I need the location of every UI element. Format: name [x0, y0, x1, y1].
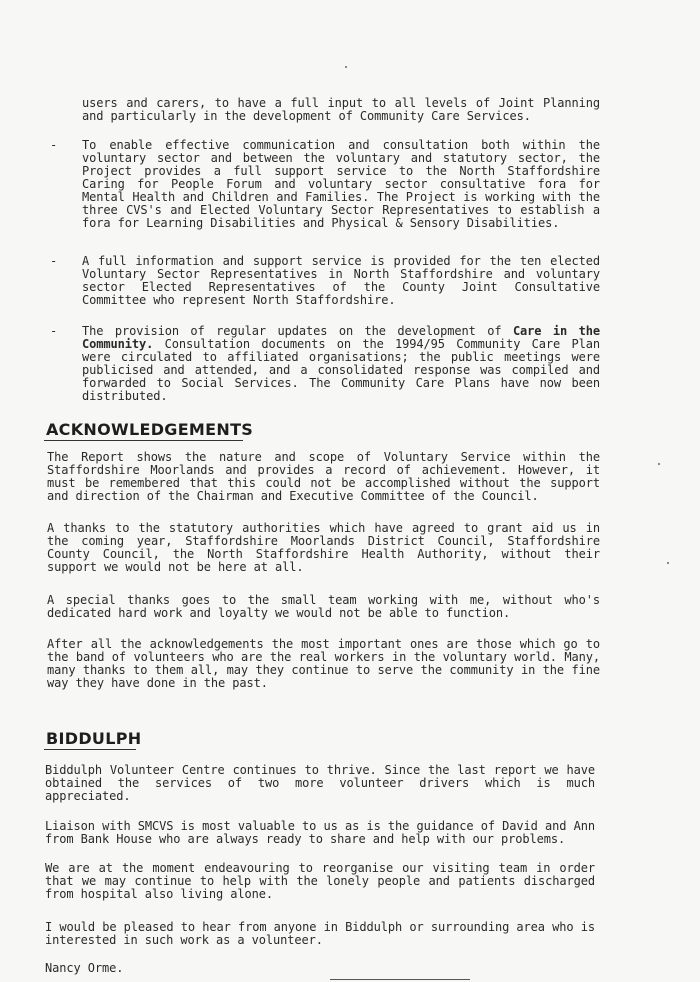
bullet-item-communication: To enable effective communication and consultation both within the voluntary sector and between the voluntary and statutory sector, the Project provides a full support service to the North Staffordshire Caring for People Forum and voluntary sector consultative fora for Mental Health and Children and Families. The Project is working with the three CVS's and Elected Voluntary Sector Representatives to establish a fora for Learning Disabilities and Physical & Sensory Disabilities.	[82, 138, 600, 230]
bullet-bold-phrase: Care in the Community.	[82, 324, 600, 351]
scan-speck	[658, 463, 660, 465]
acknowledgements-paragraph: A thanks to the statutory authorities which have agreed to grant aid us in the coming year, Staffordshire Moorlands District Council, Staffordshire County Council, the North Staffordshire Health Authority, without their support we would not be here at all.	[47, 521, 600, 574]
bullet-marker: -	[50, 254, 58, 268]
acknowledgements-paragraph: After all the acknowledgements the most important ones are those which go to the band of volunteers who are the real workers in the voluntary world. Many, many thanks to them all, may they continue to serve the community in the fine way they have done in the past.	[47, 637, 600, 690]
biddulph-heading: BIDDULPH	[46, 729, 142, 748]
acknowledgements-paragraph: The Report shows the nature and scope of Voluntary Service within the Staffordshire Moorlands and provides a record of achievement. However, it must be remembered that this could not be accomplished without the support and direction of the Chairman and Executive Committee of the Council.	[47, 450, 600, 503]
bullet-marker: -	[50, 138, 58, 152]
biddulph-underline	[44, 749, 136, 750]
scan-speck	[345, 66, 347, 68]
bullet-marker: -	[50, 324, 58, 338]
continuation-paragraph: users and carers, to have a full input to all levels of Joint Planning and particularly in the development of Community Care Services.	[82, 96, 600, 123]
scan-speck	[667, 562, 669, 564]
acknowledgements-paragraph: A special thanks goes to the small team working with me, without who's dedicated hard work and loyalty we would not be able to function.	[47, 593, 600, 620]
acknowledgements-underline	[44, 440, 243, 441]
scan-edge-line	[330, 979, 470, 980]
bullet-text-after: Consultation documents on the 1994/95 Community Care Plan were circulated to affiliated organisations; the public meetings were publicised and attended, and a consolidated response was compiled and forwarded to Social Services. The Community Care Plans have now been distributed.	[82, 337, 600, 403]
biddulph-paragraph: We are at the moment endeavouring to reorganise our visiting team in order that we may continue to help with the lonely people and patients discharged from hospital also living alone.	[45, 861, 595, 901]
bullet-item-information-service: A full information and support service is provided for the ten elected Voluntary Sector Representatives in North Staffordshire and voluntary sector Elected Representatives of the County Joint Consultative Committee who represent North Staffordshire.	[82, 254, 600, 307]
biddulph-paragraph: Liaison with SMCVS is most valuable to us as is the guidance of David and Ann from Bank House who are always ready to share and help with our problems.	[45, 819, 595, 846]
biddulph-paragraph: Biddulph Volunteer Centre continues to thrive. Since the last report we have obtained the services of two more volunteer drivers which is much appreciated.	[45, 763, 595, 803]
signature: Nancy Orme.	[45, 961, 124, 975]
bullet-item-updates	[82, 325, 600, 403]
bullet-text-before: The provision of regular updates on the development of	[82, 324, 513, 338]
biddulph-paragraph: I would be pleased to hear from anyone in Biddulph or surrounding area who is interested in such work as a volunteer.	[45, 920, 595, 947]
acknowledgements-heading: ACKNOWLEDGEMENTS	[46, 420, 254, 439]
